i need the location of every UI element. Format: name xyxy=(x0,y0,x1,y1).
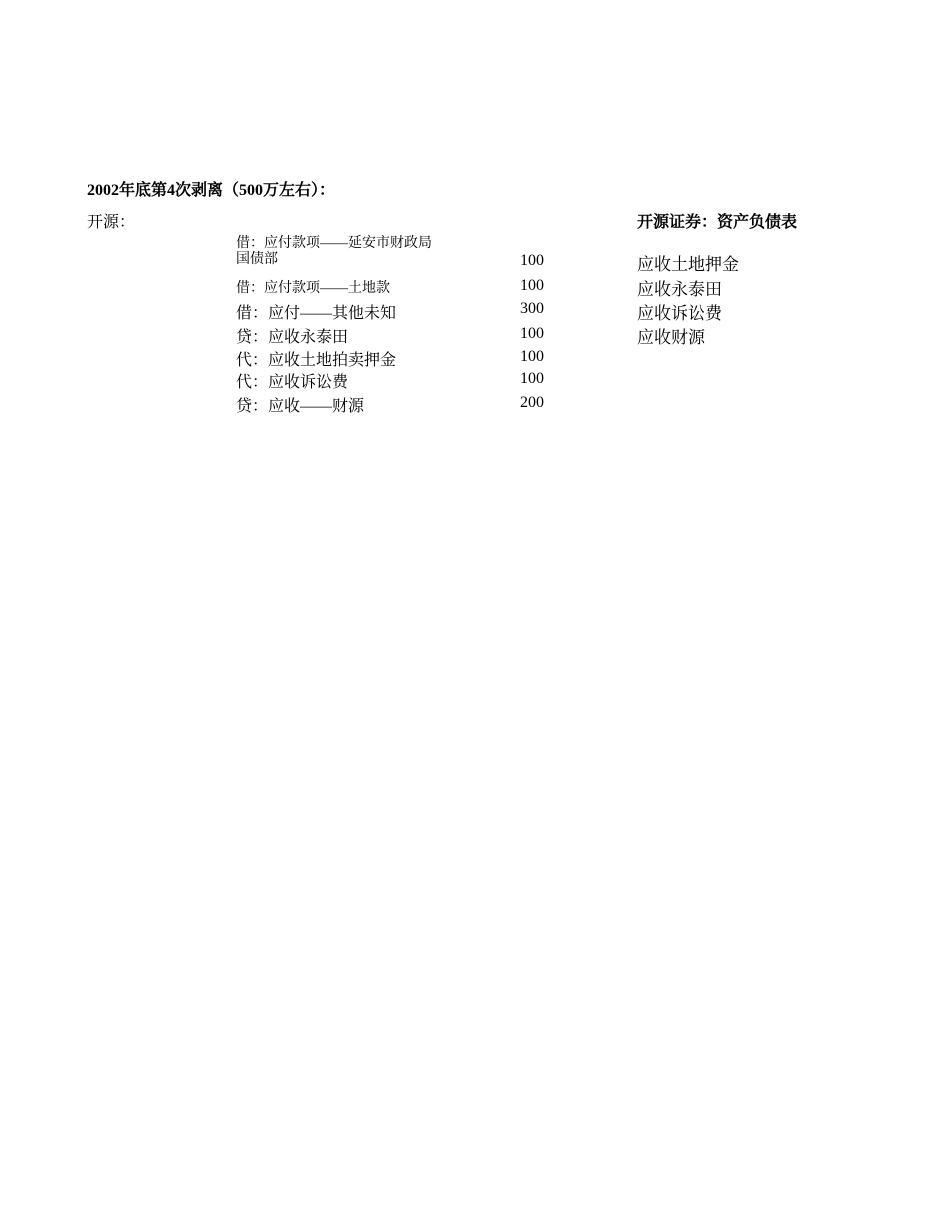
balance-sheet-item: 应收永泰田 xyxy=(637,280,722,299)
journal-entry-amount: 100 xyxy=(520,370,544,387)
journal-entry-text-line2: 国债部 xyxy=(236,252,278,267)
journal-entry-text xyxy=(236,236,432,268)
journal-entry-amount: 100 xyxy=(520,252,544,269)
journal-entry-amount: 100 xyxy=(520,325,544,342)
journal-entry-text-line1: 借：应付款项——延安市财政局 xyxy=(236,236,432,251)
section-title: 2002年底第4次剥离（500万左右）： xyxy=(87,182,336,199)
journal-entry-text: 贷：应收——财源 xyxy=(236,398,365,415)
journal-entry-amount: 200 xyxy=(520,394,544,411)
journal-entry-text: 借：应付款项——土地款 xyxy=(236,281,390,296)
balance-sheet-heading: 开源证券：资产负债表 xyxy=(637,214,798,231)
journal-entry-amount: 300 xyxy=(520,300,544,317)
balance-sheet-item: 应收土地押金 xyxy=(637,255,739,274)
journal-entry-amount: 100 xyxy=(520,348,544,365)
journal-entry-amount: 100 xyxy=(520,277,544,294)
journal-entry-text: 借：应付——其他未知 xyxy=(236,305,397,322)
journal-entry-text: 代：应收诉讼费 xyxy=(236,374,349,391)
balance-sheet-item: 应收诉讼费 xyxy=(637,304,722,323)
balance-sheet-item: 应收财源 xyxy=(637,328,705,347)
journal-entry-text: 代：应收土地拍卖押金 xyxy=(236,352,397,369)
journal-entry-text: 贷：应收永泰田 xyxy=(236,329,349,346)
company-label: 开源： xyxy=(87,214,136,231)
